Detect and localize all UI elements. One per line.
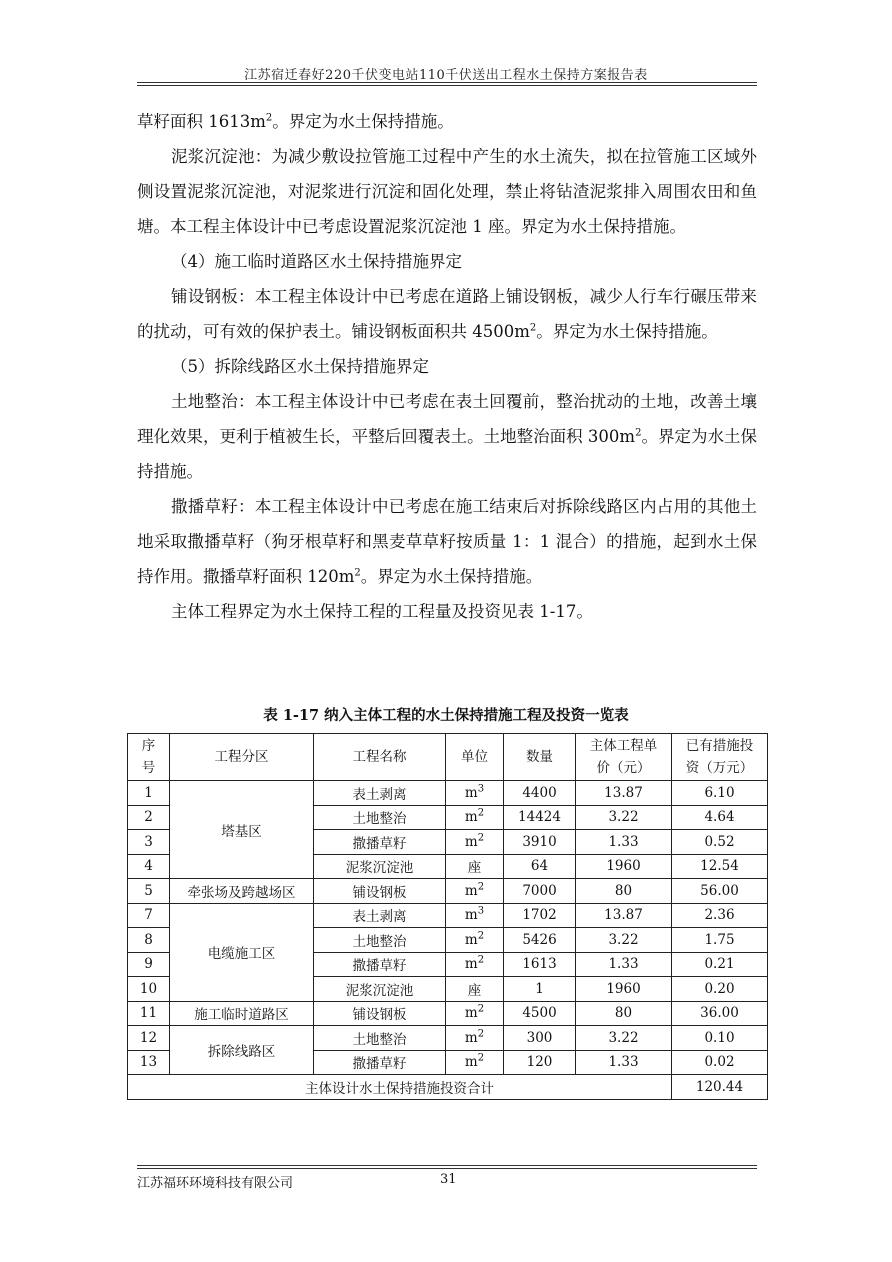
unit-price-cell: 1.33 — [576, 1050, 672, 1075]
unit-exponent: 2 — [477, 930, 485, 942]
table-caption: 表 1-17 纳入主体工程的水土保持措施工程及投资一览表 — [263, 707, 629, 724]
unit-cell — [446, 1026, 504, 1051]
item-name-cell: 铺设钢板 — [314, 879, 446, 904]
unit-exponent: 2 — [477, 807, 485, 819]
total-label: 主体设计水土保持措施投资合计 — [128, 1075, 672, 1100]
page-header-title: 江苏宿迁春好220千伏变电站110千伏送出工程水土保持方案报告表 — [244, 68, 648, 83]
item-name-cell: 泥浆沉淀池 — [314, 854, 446, 879]
header-rule — [137, 82, 757, 83]
column-header: 已有措施投资（万元） — [672, 734, 768, 781]
table-row — [128, 903, 768, 928]
unit-price-cell: 3.22 — [576, 928, 672, 953]
section-heading: （5）拆除线路区水土保持措施界定 — [171, 357, 429, 376]
row-number: 3 — [128, 830, 170, 855]
zone-cell: 电缆施工区 — [170, 903, 314, 1001]
unit-text: m — [464, 1005, 478, 1022]
table-row — [128, 781, 768, 806]
unit-text: 座 — [467, 860, 482, 877]
unit-text: m — [464, 1054, 478, 1071]
unit-cell — [446, 854, 504, 879]
item-name-cell: 表土剥离 — [314, 781, 446, 806]
paragraph: 撒播草籽：本工程主体设计中已考虑在施工结束后对拆除线路区内占用的其他土地采取撒播草籽（狗牙根草籽和黑麦草草籽按质量 1：1 混合）的措施，起到水土保持作用。撒播草籽面积 $120m^2$。界定为水土保持措施。 — [137, 497, 757, 586]
total-row — [128, 1075, 768, 1100]
unit-text: m — [464, 907, 478, 924]
column-header: 数量 — [504, 734, 576, 781]
quantity-cell: 5426 — [504, 928, 576, 953]
page-number: 31 — [440, 1172, 457, 1187]
zone-cell: 塔基区 — [170, 781, 314, 879]
unit-cell — [446, 830, 504, 855]
item-name-cell: 铺设钢板 — [314, 1001, 446, 1026]
investment-cell: 0.10 — [672, 1026, 768, 1051]
unit-exponent: 2 — [477, 1052, 485, 1064]
item-name-cell: 撒播草籽 — [314, 952, 446, 977]
footer-rule — [137, 1165, 757, 1166]
quantity-cell: 64 — [504, 854, 576, 879]
unit-cell — [446, 1001, 504, 1026]
unit-price-cell: 1960 — [576, 854, 672, 879]
column-header: 工程名称 — [314, 734, 446, 781]
unit-price-cell: 13.87 — [576, 781, 672, 806]
quantity-cell: 1 — [504, 977, 576, 1002]
investment-cell: 0.21 — [672, 952, 768, 977]
row-number: 2 — [128, 805, 170, 830]
row-number: 12 — [128, 1026, 170, 1051]
unit-cell — [446, 952, 504, 977]
measures-table — [127, 733, 768, 1100]
unit-price-cell: 1960 — [576, 977, 672, 1002]
footer-rule-thin — [137, 1168, 757, 1169]
row-number: 7 — [128, 903, 170, 928]
item-name-cell: 土地整治 — [314, 1026, 446, 1051]
investment-cell: 56.00 — [672, 879, 768, 904]
unit-exponent: 3 — [477, 783, 485, 795]
quantity-cell: 7000 — [504, 879, 576, 904]
unit-exponent: 3 — [477, 905, 485, 917]
total-value: 120.44 — [672, 1075, 768, 1100]
quantity-cell: 4400 — [504, 781, 576, 806]
unit-cell — [446, 879, 504, 904]
unit-cell — [446, 805, 504, 830]
body-text — [137, 104, 757, 629]
item-name-cell: 撒播草籽 — [314, 1050, 446, 1075]
quantity-cell: 120 — [504, 1050, 576, 1075]
item-name-cell: 泥浆沉淀池 — [314, 977, 446, 1002]
unit-cell — [446, 781, 504, 806]
quantity-cell: 1613 — [504, 952, 576, 977]
unit-price-cell: 80 — [576, 879, 672, 904]
quantity-cell: 1702 — [504, 903, 576, 928]
table-body — [128, 781, 768, 1100]
row-number: 1 — [128, 781, 170, 806]
item-name-cell: 土地整治 — [314, 805, 446, 830]
investment-cell: 0.20 — [672, 977, 768, 1002]
unit-exponent: 2 — [477, 881, 485, 893]
unit-text: m — [464, 931, 478, 948]
quantity-cell: 4500 — [504, 1001, 576, 1026]
row-number: 9 — [128, 952, 170, 977]
unit-text: 座 — [467, 982, 482, 999]
unit-exponent: 2 — [477, 1028, 485, 1040]
investment-cell: 4.64 — [672, 805, 768, 830]
unit-exponent: 2 — [477, 954, 485, 966]
paragraph: 主体工程界定为水土保持工程的工程量及投资见表 1-17。 — [171, 602, 593, 621]
unit-price-cell: 80 — [576, 1001, 672, 1026]
table-row — [128, 879, 768, 904]
unit-price-cell: 3.22 — [576, 1026, 672, 1051]
investment-cell: 6.10 — [672, 781, 768, 806]
unit-cell — [446, 903, 504, 928]
quantity-cell: 3910 — [504, 830, 576, 855]
row-number: 5 — [128, 879, 170, 904]
unit-text: m — [464, 784, 478, 801]
item-name-cell: 表土剥离 — [314, 903, 446, 928]
unit-exponent: 2 — [477, 1003, 485, 1015]
unit-text: m — [464, 809, 478, 826]
unit-text: m — [464, 956, 478, 973]
table-row — [128, 1026, 768, 1051]
row-number: 13 — [128, 1050, 170, 1075]
unit-cell — [446, 977, 504, 1002]
paragraph: 草籽面积 $1613m^2$。界定为水土保持措施。 — [137, 112, 454, 131]
paragraph: 泥浆沉淀池：为减少敷设拉管施工过程中产生的水土流失，拟在拉管施工区域外侧设置泥浆沉淀池，对泥浆进行沉淀和固化处理，禁止将钻渣泥浆排入周围农田和鱼塘。本工程主体设计中已考虑设置泥浆沉淀池 1 座。界定为水土保持措施。 — [137, 147, 757, 236]
unit-text: m — [464, 833, 478, 850]
item-name-cell: 撒播草籽 — [314, 830, 446, 855]
investment-cell: 36.00 — [672, 1001, 768, 1026]
zone-cell: 拆除线路区 — [170, 1026, 314, 1075]
quantity-cell: 300 — [504, 1026, 576, 1051]
table-row — [128, 1001, 768, 1026]
unit-text: m — [464, 1029, 478, 1046]
investment-cell: 0.02 — [672, 1050, 768, 1075]
unit-price-cell: 3.22 — [576, 805, 672, 830]
row-number: 8 — [128, 928, 170, 953]
zone-cell: 施工临时道路区 — [170, 1001, 314, 1026]
zone-cell: 牵张场及跨越场区 — [170, 879, 314, 904]
unit-exponent: 2 — [477, 832, 485, 844]
unit-text: m — [464, 882, 478, 899]
paragraph: 铺设钢板：本工程主体设计中已考虑在道路上铺设钢板，减少人行车行碾压带来的扰动，可有效的保护表土。铺设钢板面积共 $4500m^2$。界定为水土保持措施。 — [137, 287, 757, 341]
unit-price-cell: 1.33 — [576, 830, 672, 855]
column-header: 主体工程单价（元） — [576, 734, 672, 781]
unit-price-cell: 1.33 — [576, 952, 672, 977]
header-rule-thin — [137, 85, 757, 86]
row-number: 4 — [128, 854, 170, 879]
investment-cell: 1.75 — [672, 928, 768, 953]
investment-cell: 12.54 — [672, 854, 768, 879]
column-header: 工程分区 — [170, 734, 314, 781]
unit-price-cell: 13.87 — [576, 903, 672, 928]
section-heading: （4）施工临时道路区水土保持措施界定 — [171, 252, 462, 271]
row-number: 10 — [128, 977, 170, 1002]
column-header: 序号 — [128, 734, 170, 781]
unit-cell — [446, 1050, 504, 1075]
quantity-cell: 14424 — [504, 805, 576, 830]
unit-cell — [446, 928, 504, 953]
table-header-row — [128, 734, 768, 781]
investment-cell: 0.52 — [672, 830, 768, 855]
item-name-cell: 土地整治 — [314, 928, 446, 953]
row-number: 11 — [128, 1001, 170, 1026]
footer-company: 江苏福环环境科技有限公司 — [137, 1176, 294, 1191]
column-header: 单位 — [446, 734, 504, 781]
investment-cell: 2.36 — [672, 903, 768, 928]
paragraph: 土地整治：本工程主体设计中已考虑在表土回覆前，整治扰动的土地，改善土壤理化效果，更利于植被生长，平整后回覆表土。土地整治面积 $300m^2$。界定为水土保持措施。 — [137, 392, 758, 481]
